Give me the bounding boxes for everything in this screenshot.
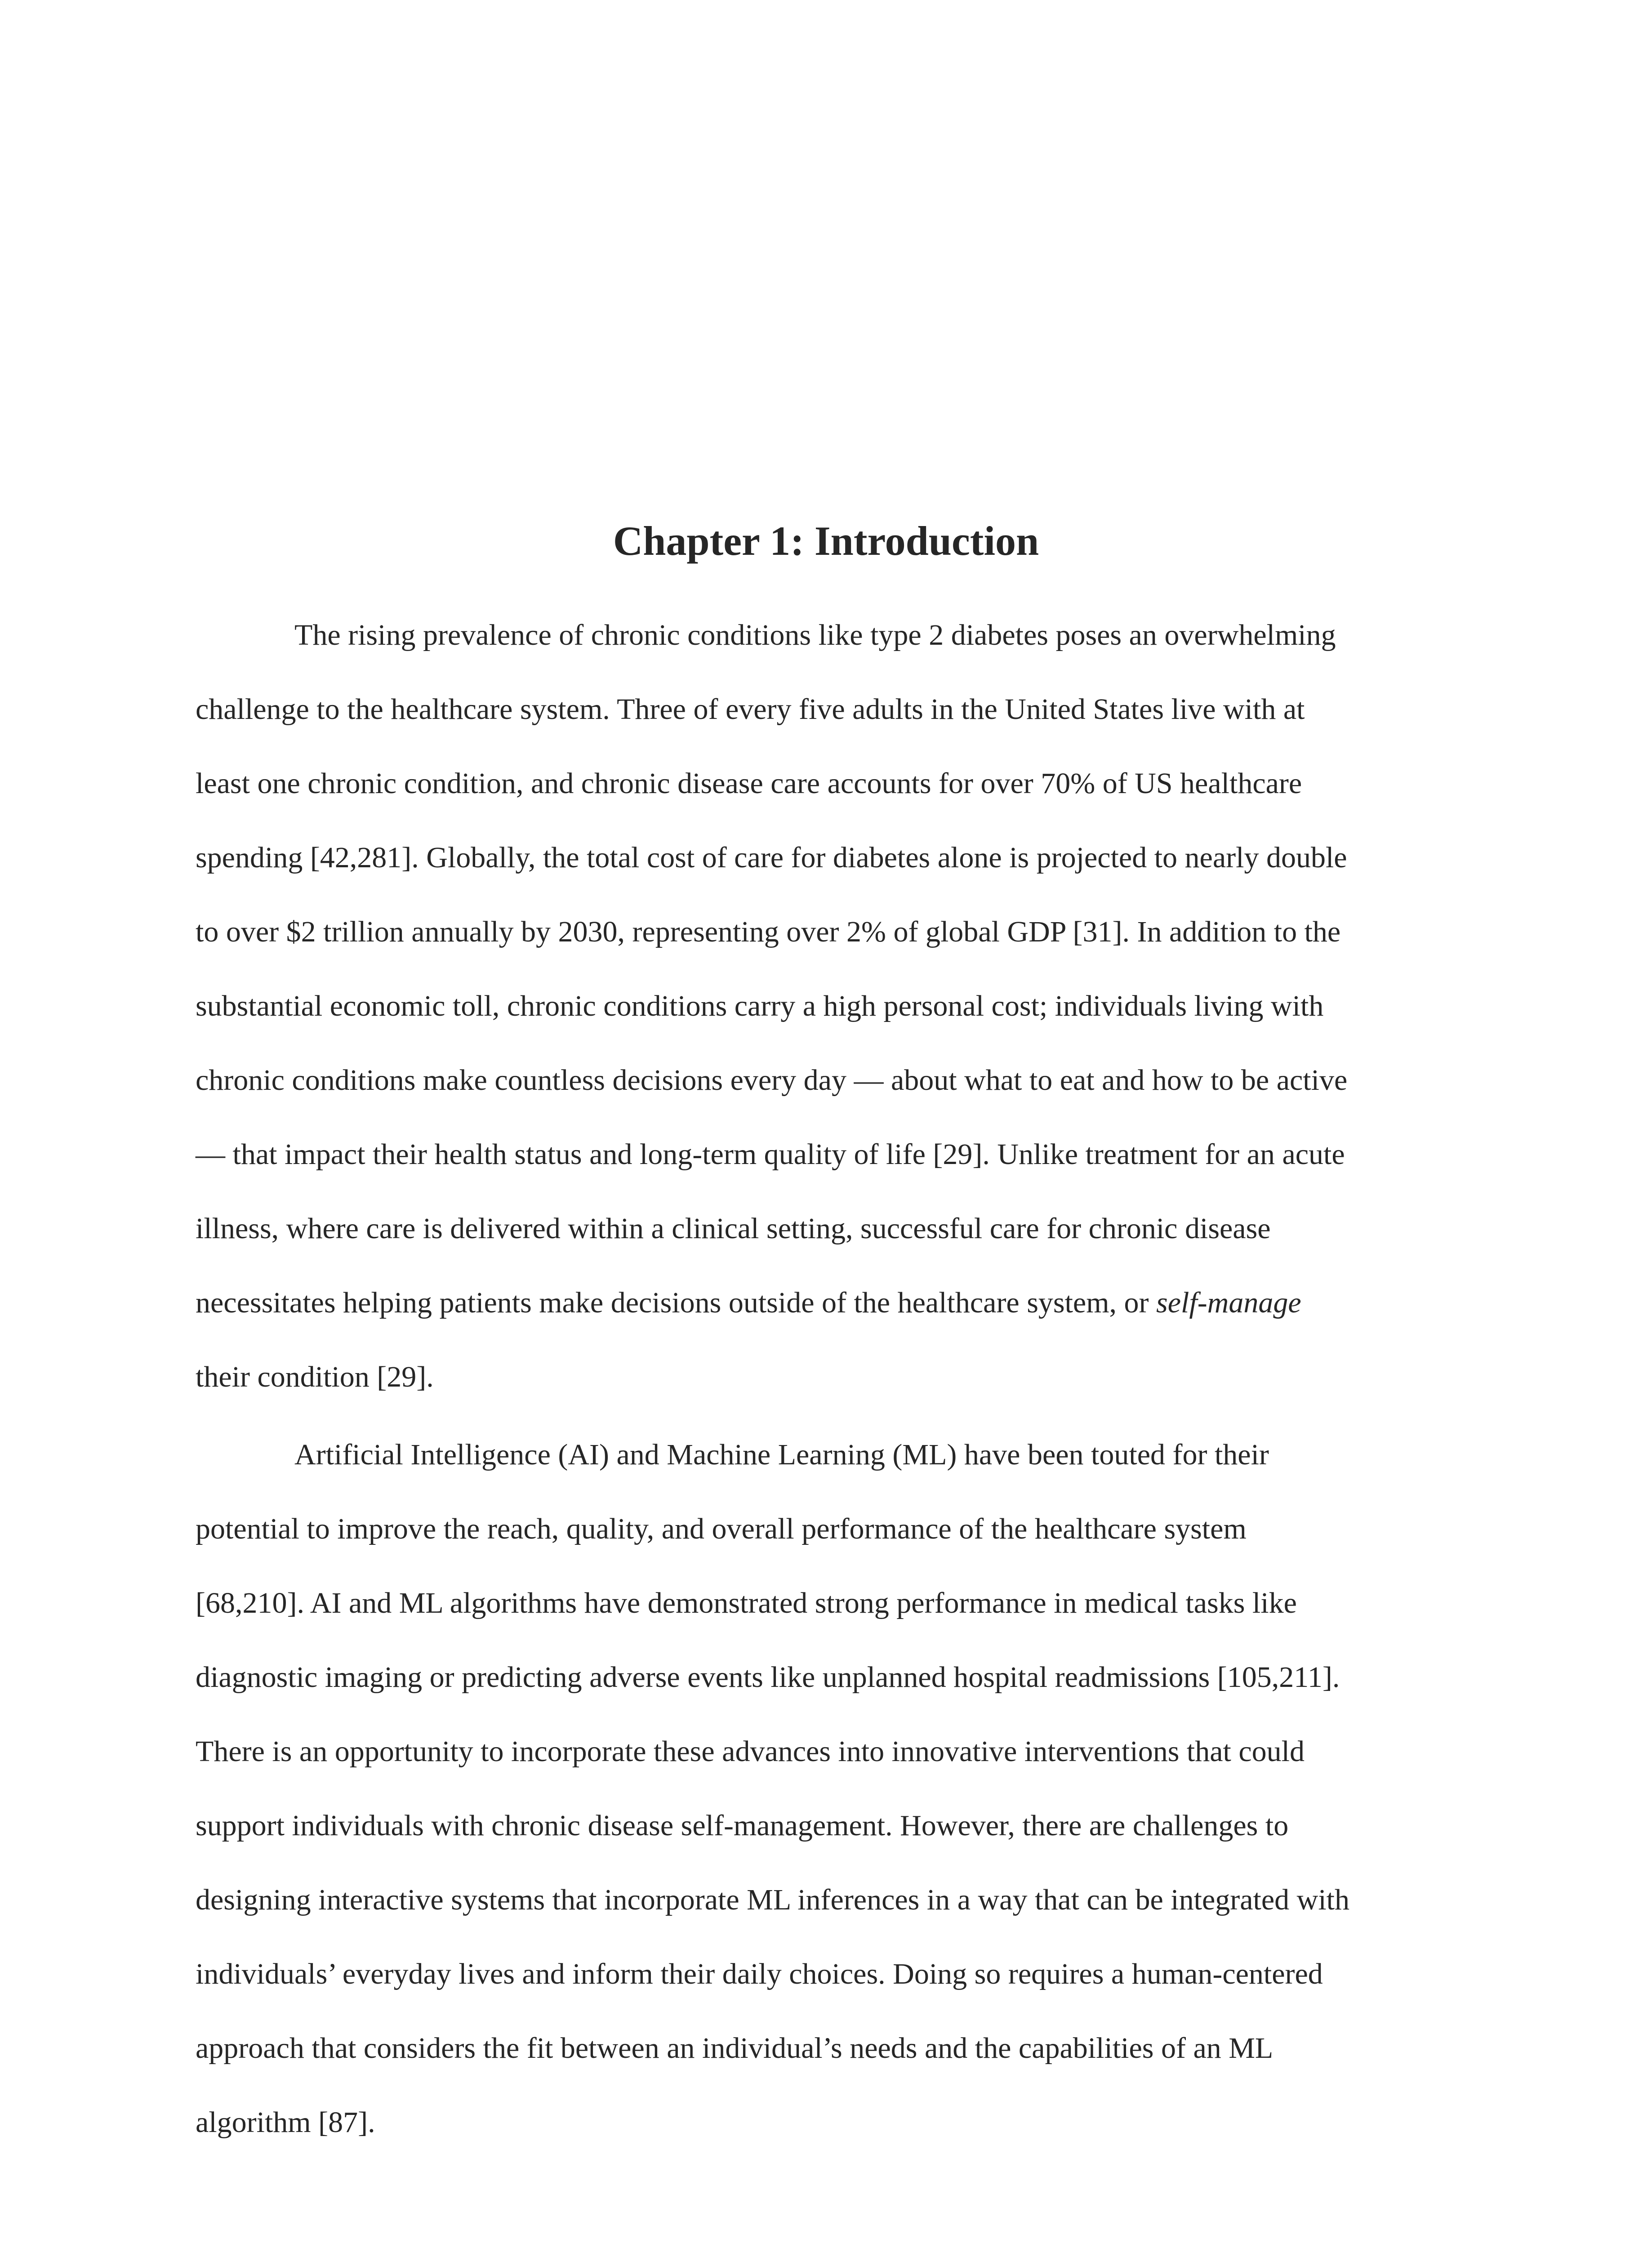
emphasized-term: self-manage bbox=[1156, 1286, 1301, 1319]
paragraph-line: There is an opportunity to incorporate these advances into innovative interventions that could bbox=[196, 1735, 1305, 1768]
paragraph-1 bbox=[196, 598, 1456, 1414]
chapter-title: Chapter 1: Introduction bbox=[613, 518, 1039, 564]
paragraph-line: Artificial Intelligence (AI) and Machine Learning (ML) have been touted for their bbox=[294, 1438, 1269, 1471]
paragraph-line: algorithm [87]. bbox=[196, 2106, 375, 2139]
paragraph-line: spending [42,281]. Globally, the total cost of care for diabetes alone is projected to nearly double bbox=[196, 841, 1347, 874]
paragraph-2 bbox=[196, 1418, 1456, 2159]
paragraph-line: individuals’ everyday lives and inform their daily choices. Doing so requires a human-centered bbox=[196, 1958, 1323, 1990]
line-text: necessitates helping patients make decisions outside of the healthcare system, or bbox=[196, 1286, 1157, 1319]
paragraph-line: potential to improve the reach, quality, and overall performance of the healthcare system bbox=[196, 1512, 1247, 1545]
paragraph-line: challenge to the healthcare system. Three of every five adults in the United States live with at bbox=[196, 693, 1305, 726]
paragraph-line bbox=[196, 1266, 1456, 1340]
paragraph-line: substantial economic toll, chronic conditions carry a high personal cost; individuals living with bbox=[196, 990, 1324, 1022]
paragraph-line: to over $2 trillion annually by 2030, representing over 2% of global GDP [31]. In addition to the bbox=[196, 915, 1341, 948]
paragraph-line: their condition [29]. bbox=[196, 1360, 434, 1393]
paragraph-line: designing interactive systems that incorporate ML inferences in a way that can be integrated with bbox=[196, 1883, 1350, 1916]
paragraph-line: — that impact their health status and long-term quality of life [29]. Unlike treatment for an acute bbox=[196, 1138, 1345, 1171]
paragraph-line: least one chronic condition, and chronic disease care accounts for over 70% of US healthcare bbox=[196, 767, 1302, 800]
paragraph-line: illness, where care is delivered within a clinical setting, successful care for chronic disease bbox=[196, 1212, 1271, 1245]
paragraph-line: chronic conditions make countless decisions every day — about what to eat and how to be active bbox=[196, 1064, 1348, 1097]
paragraph-line: support individuals with chronic disease self-management. However, there are challenges to bbox=[196, 1809, 1289, 1842]
paragraph-line: [68,210]. AI and ML algorithms have demonstrated strong performance in medical tasks like bbox=[196, 1587, 1297, 1619]
paragraph-line: diagnostic imaging or predicting adverse events like unplanned hospital readmissions [105,211]. bbox=[196, 1661, 1340, 1694]
paragraph-line: approach that considers the fit between an individual’s needs and the capabilities of an ML bbox=[196, 2032, 1274, 2065]
paragraph-line: The rising prevalence of chronic conditions like type 2 diabetes poses an overwhelming bbox=[294, 619, 1336, 651]
